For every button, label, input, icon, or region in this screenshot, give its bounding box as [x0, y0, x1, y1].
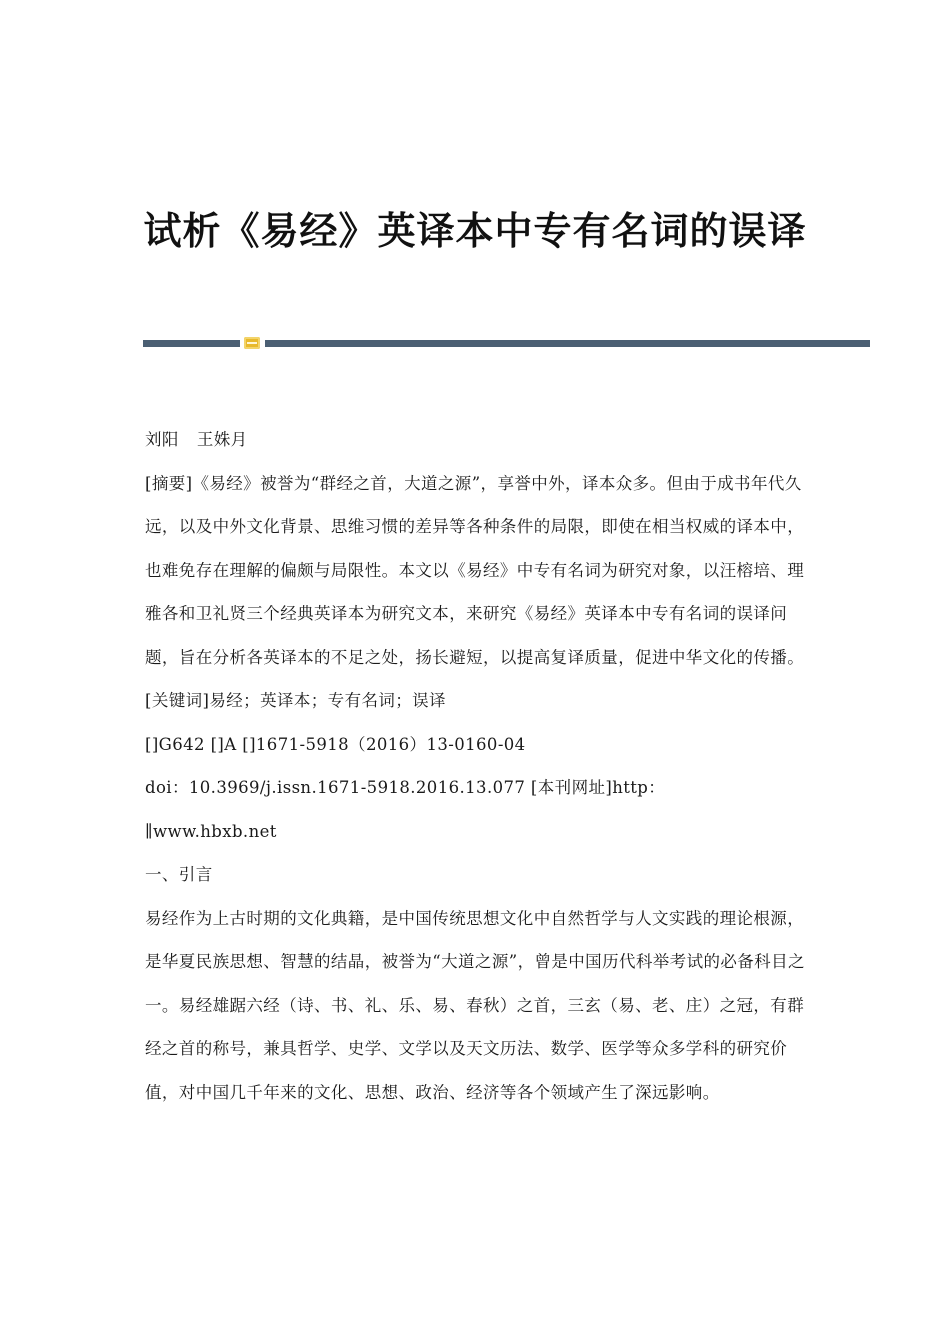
title-divider	[143, 336, 870, 350]
article-body	[145, 418, 810, 1114]
author-list	[145, 418, 810, 462]
divider-ornament-icon	[244, 337, 260, 349]
keywords: [关键词]易经；英译本；专有名词；误译	[145, 691, 446, 710]
section-heading: 一、引言	[145, 865, 213, 884]
intro-paragraph: 易经作为上古时期的文化典籍，是中国传统思想文化中自然哲学与人文实践的理论根源，是华夏民族思想、智慧的结晶，被誉为“大道之源”，曾是中国历代科举考试的必备科目之一。易经雄踞六经（诗、书、礼、乐、易、春秋）之首，三玄（易、老、庄）之冠，有群经之首的称号，兼具哲学、史学、文学以及天文历法、数学、医学等众多学科的研究价值，对中国几千年来的文化、思想、政治、经济等各个领域产生了深远影响。	[145, 908, 805, 1102]
abstract: [摘要]《易经》被誉为“群经之首，大道之源”，享誉中外，译本众多。但由于成书年代久远，以及中外文化背景、思维习惯的差异等各种条件的局限，即使在相当权威的译本中，也难免存在理解的偏颇与局限性。本文以《易经》中专有名词为研究对象，以汪榕培、理雅各和卫礼贤三个经典英译本为研究文本，来研究《易经》英译本中专有名词的误译问题，旨在分析各英译本的不足之处，扬长避短，以提高复译质量，促进中华文化的传播。	[145, 473, 805, 667]
author-name: 刘阳	[145, 430, 179, 449]
divider-bar-right	[265, 340, 870, 347]
doi-line: doi：10.3969/j.issn.1671-5918.2016.13.077 [本刊网址]http：	[145, 778, 666, 797]
classification-codes: []G642 []A []1671-5918（2016）13-0160-04	[145, 734, 526, 754]
author-name: 王姝月	[196, 430, 248, 449]
paper-title: 试析《易经》英译本中专有名词的误译	[143, 209, 807, 253]
journal-url: ∥www.hbxb.net	[145, 821, 277, 841]
divider-bar-left	[143, 340, 240, 347]
